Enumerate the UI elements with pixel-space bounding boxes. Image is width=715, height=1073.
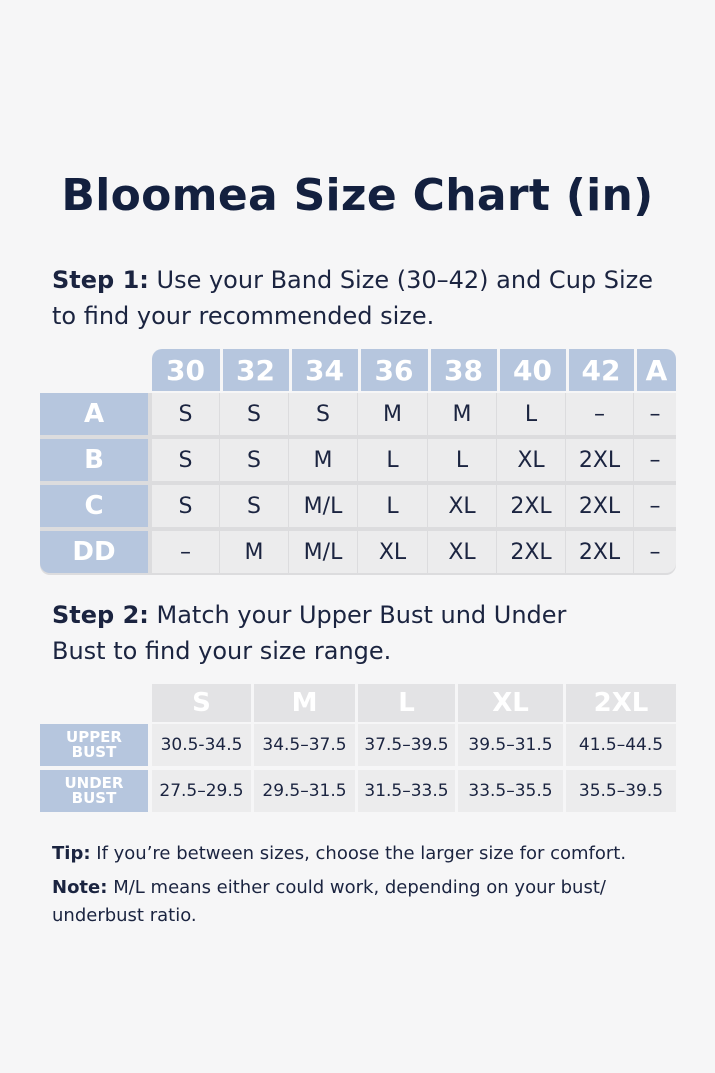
band-size-header: 42 — [566, 349, 633, 391]
size-cell: M — [358, 393, 427, 435]
size-cell: M — [220, 531, 288, 573]
size-cell: 2XL — [566, 439, 633, 481]
size-cell: L — [358, 439, 427, 481]
size-cell: L — [428, 439, 496, 481]
cup-size-label: DD — [40, 531, 148, 573]
size-cell: S — [152, 485, 219, 527]
size-cell: – — [566, 393, 633, 435]
bust-measure-label — [40, 770, 148, 812]
range-cell: 27.5–29.5 — [152, 770, 251, 812]
size-cell: 2XL — [566, 531, 633, 573]
range-cell: 37.5–39.5 — [358, 724, 455, 766]
size-cell: – — [634, 393, 676, 435]
size-cell: S — [220, 439, 288, 481]
size-cell: 2XL — [497, 531, 565, 573]
bust-measure-label — [40, 724, 148, 766]
band-size-header: 32 — [220, 349, 288, 391]
cup-size-label: A — [40, 393, 148, 435]
band-cup-size-table — [40, 349, 676, 575]
size-cell: M — [428, 393, 496, 435]
step2-text-line1: Match your Upper Bust und Under — [156, 601, 567, 629]
size-cell: S — [152, 439, 219, 481]
size-cell: – — [634, 485, 676, 527]
range-cell: 33.5–35.5 — [458, 770, 563, 812]
band-size-header: 34 — [289, 349, 357, 391]
size-header: XL — [458, 684, 563, 722]
size-cell: – — [634, 531, 676, 573]
size-header: S — [152, 684, 251, 722]
bust-label-line2: BUST — [71, 789, 117, 807]
band-size-header: 30 — [166, 353, 205, 387]
range-cell: 39.5–31.5 — [458, 724, 563, 766]
range-cell: 29.5–31.5 — [254, 770, 355, 812]
size-cell: 2XL — [497, 485, 565, 527]
step1-text-line2: to find your recommended size. — [52, 302, 435, 330]
page-title: Bloomea Size Chart (in) — [61, 170, 654, 221]
size-cell: S — [220, 485, 288, 527]
step2-instructions — [52, 597, 682, 669]
size-cell: L — [358, 485, 427, 527]
step1-text-line1: Use your Band Size (30–42) and Cup Size — [156, 266, 654, 294]
bust-label-line1: UPPER — [66, 728, 122, 746]
size-header: 2XL — [566, 684, 676, 722]
size-cell: 2XL — [566, 485, 633, 527]
size-cell: XL — [497, 439, 565, 481]
note-body-line1: M/L means either could work, depending on your bust/ — [113, 877, 606, 898]
range-cell: 30.5-34.5 — [152, 724, 251, 766]
note-body-line2: underbust ratio. — [52, 905, 197, 926]
tip-body: If you’re between sizes, choose the larger size for comfort. — [96, 843, 627, 864]
cup-size-label: C — [40, 485, 148, 527]
band-size-header: 38 — [428, 349, 496, 391]
size-header: M — [254, 684, 355, 722]
step1-instructions — [52, 262, 682, 334]
note-label: Note: — [52, 877, 108, 898]
cup-size-label: B — [40, 439, 148, 481]
size-cell: XL — [428, 531, 496, 573]
size-cell: L — [497, 393, 565, 435]
bust-range-table — [40, 684, 676, 814]
size-cell: – — [634, 439, 676, 481]
tip-text — [52, 840, 682, 868]
size-cell: M/L — [289, 531, 357, 573]
band-size-header: 36 — [358, 349, 427, 391]
step2-label: Step 2: — [52, 601, 149, 629]
size-cell: S — [152, 393, 219, 435]
size-cell: – — [152, 531, 219, 573]
size-cell: M — [289, 439, 357, 481]
band-size-header: A — [634, 349, 676, 391]
size-cell: XL — [428, 485, 496, 527]
range-cell: 35.5–39.5 — [566, 770, 676, 812]
range-cell: 34.5–37.5 — [254, 724, 355, 766]
range-cell: 31.5–33.5 — [358, 770, 455, 812]
step1-label: Step 1: — [52, 266, 149, 294]
step2-text-line2: Bust to find your size range. — [52, 637, 392, 665]
size-cell: S — [289, 393, 357, 435]
size-cell: XL — [358, 531, 427, 573]
band-size-header: 40 — [497, 349, 565, 391]
size-cell: M/L — [289, 485, 357, 527]
tip-label: Tip: — [52, 843, 91, 864]
size-header: L — [358, 684, 455, 722]
range-cell: 41.5–44.5 — [566, 724, 676, 766]
bust-label-line2: BUST — [71, 743, 117, 761]
note-text — [52, 874, 682, 930]
size-cell: S — [220, 393, 288, 435]
bust-label-line1: UNDER — [64, 774, 124, 792]
